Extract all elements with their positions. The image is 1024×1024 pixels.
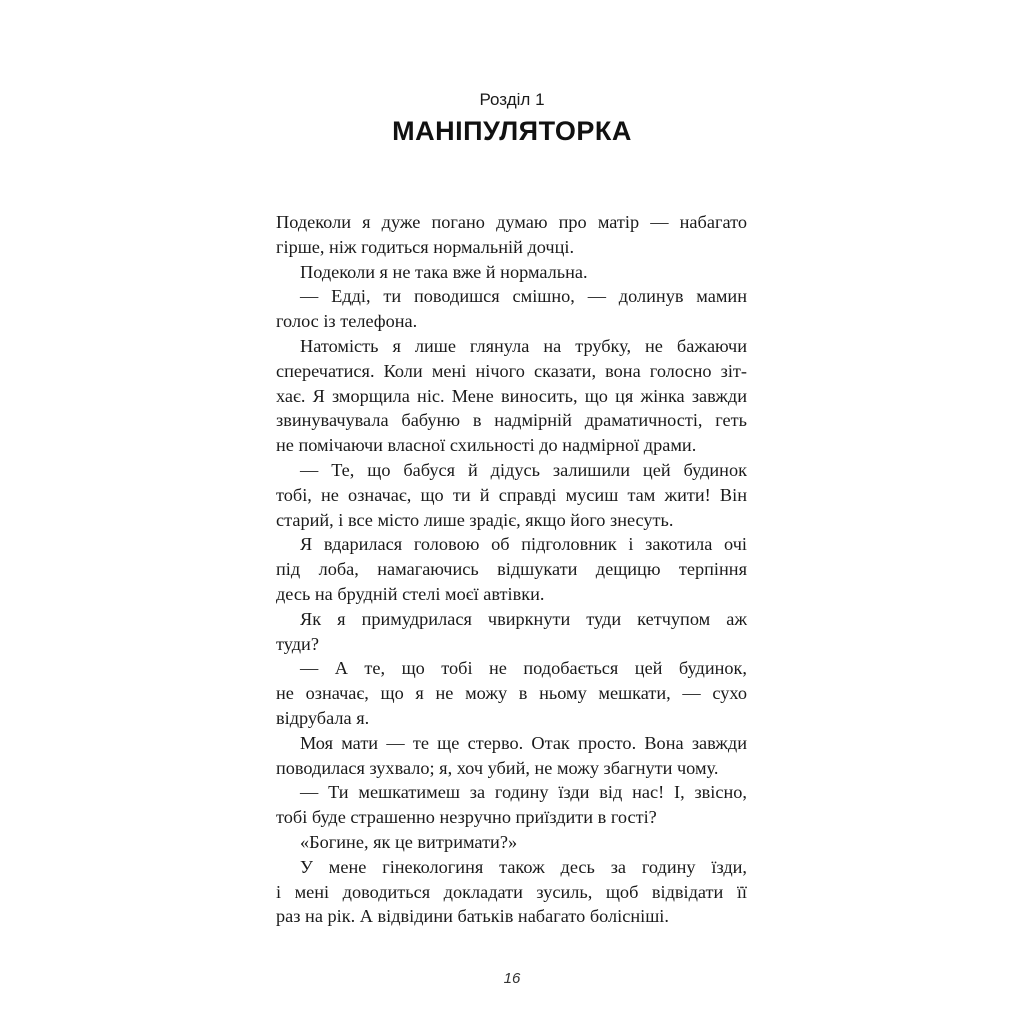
text-line: Подеколи я не така вже й нормальна. bbox=[300, 261, 588, 282]
chapter-label: Розділ 1 bbox=[479, 90, 545, 109]
text-line: Моя мати — те ще стерво. Отак просто. Вона завжди bbox=[300, 732, 747, 753]
text-line: не помічаючи власної схильності до надмірної драми. bbox=[276, 435, 697, 456]
text-line: — Ти мешкатимеш за годину їзди від нас! І, звісно, bbox=[300, 782, 747, 803]
text-line: Натомість я лише глянула на трубку, не бажаючи bbox=[300, 335, 747, 356]
body-text bbox=[276, 210, 747, 929]
text-line: тобі, не означає, що ти й справді мусиш там жити! Він bbox=[276, 484, 747, 505]
text-line: і мені доводиться докладати зусиль, щоб відвідати її bbox=[276, 881, 747, 902]
page-number: 16 bbox=[503, 970, 521, 987]
paragraph bbox=[276, 284, 747, 334]
text-line: гірше, ніж годиться нормальній дочці. bbox=[276, 236, 575, 257]
paragraph bbox=[276, 830, 747, 855]
text-line: Як я примудрилася чвиркнути туди кетчупом аж bbox=[300, 608, 747, 629]
text-line: поводилася зухвало; я, хоч убий, не можу збагнути чому. bbox=[276, 757, 719, 778]
text-line: У мене гінекологиня також десь за годину їзди, bbox=[300, 856, 747, 877]
text-line: відрубала я. bbox=[276, 707, 370, 728]
text-line: туди? bbox=[276, 633, 319, 654]
text-line: — А те, що тобі не подобається цей будинок, bbox=[300, 658, 747, 679]
text-line: під лоба, намагаючись відшукати дещицю терпіння bbox=[276, 559, 747, 580]
text-line: тобі буде страшенно незручно приїздити в гості? bbox=[276, 807, 657, 828]
paragraph bbox=[276, 656, 747, 730]
text-line: «Богине, як це витримати?» bbox=[300, 831, 518, 852]
paragraph bbox=[276, 532, 747, 606]
text-line: Подеколи я дуже погано думаю про матір — набагато bbox=[276, 212, 747, 232]
paragraph bbox=[276, 458, 747, 532]
chapter-title: МАНІПУЛЯТОРКА bbox=[392, 116, 632, 146]
paragraph bbox=[276, 780, 747, 830]
paragraph bbox=[276, 855, 747, 929]
text-line: Я вдарилася головою об підголовник і закотила очі bbox=[300, 534, 747, 555]
text-line: старий, і все місто лише зрадіє, якщо його знесуть. bbox=[276, 509, 674, 530]
text-line: раз на рік. А відвідини батьків набагато болісніші. bbox=[276, 906, 669, 927]
paragraph bbox=[276, 210, 747, 260]
paragraph bbox=[276, 260, 747, 285]
text-line: — Те, що бабуся й дідусь залишили цей будинок bbox=[300, 459, 747, 480]
text-line: не означає, що я не можу в ньому мешкати, — сухо bbox=[276, 683, 747, 704]
text-line: голос із телефона. bbox=[276, 311, 418, 332]
text-line: сперечатися. Коли мені нічого сказати, вона голосно зіт- bbox=[276, 360, 747, 381]
text-line: десь на брудній стелі моєї автівки. bbox=[276, 583, 545, 604]
text-line: — Едді, ти поводишся смішно, — долинув мамин bbox=[300, 286, 747, 307]
paragraph bbox=[276, 731, 747, 781]
paragraph bbox=[276, 334, 747, 458]
text-line: звинувачувала бабуню в надмірній драматичності, геть bbox=[276, 410, 747, 431]
paragraph bbox=[276, 607, 747, 657]
text-line: хає. Я зморщила ніс. Мене виносить, що ця жінка завжди bbox=[276, 385, 747, 406]
